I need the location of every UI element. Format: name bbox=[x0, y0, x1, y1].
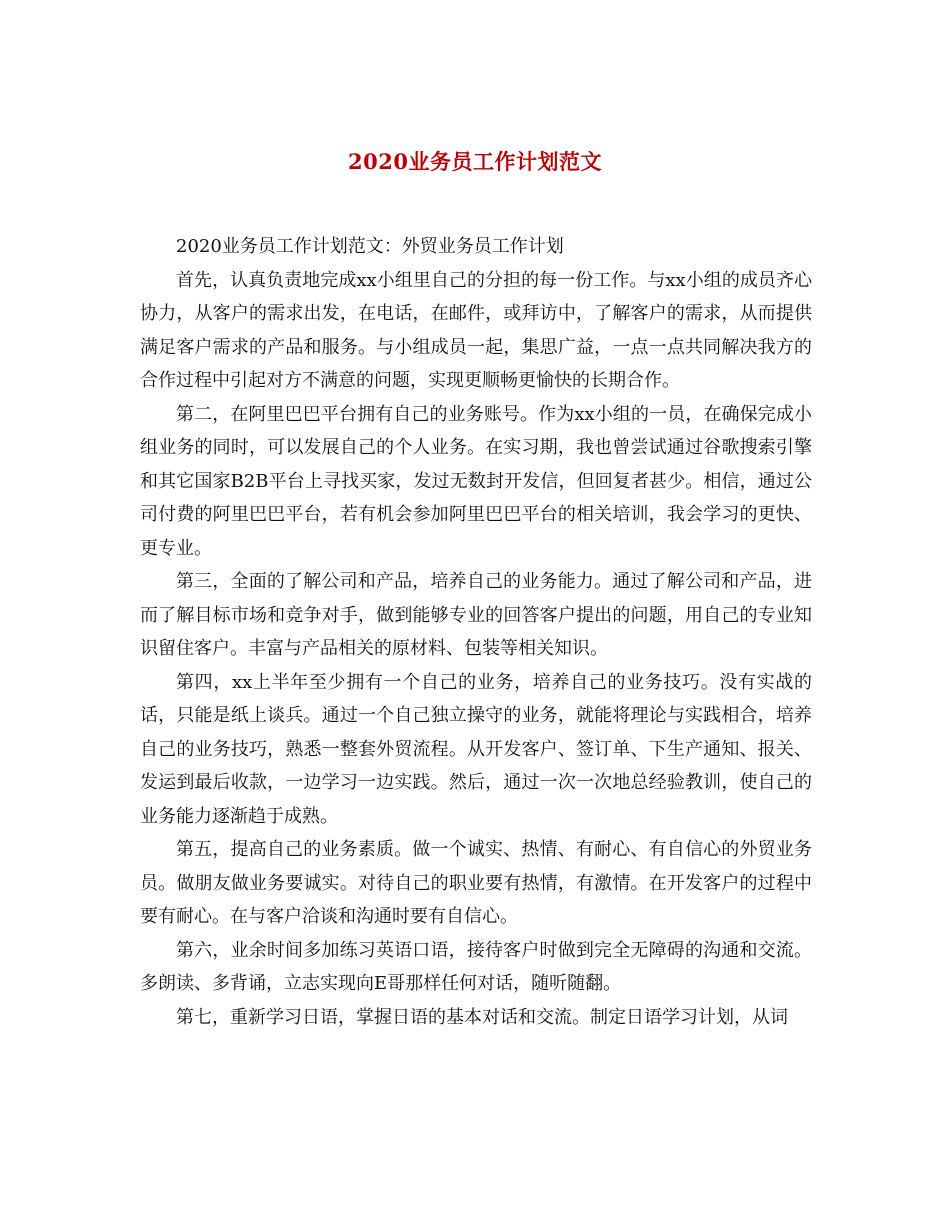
paragraph-first: 首先，认真负责地完成xx小组里自己的分担的每一份工作。与xx小组的成员齐心协力，从客户的需求出发，在电话，在邮件，或拜访中，了解客户的需求，从而提供满足客户需求的产品和服务。与小组成员一起，集思广益，一点一点共同解决我方的合作过程中引起对方不满意的问题，实现更顺畅更愉快的长期合作。 bbox=[140, 269, 812, 391]
paragraph-sixth: 第六，业余时间多加练习英语口语，接待客户时做到完全无障碍的沟通和交流。多朗读、多背诵，立志实现向E哥那样任何对话，随听随翻。 bbox=[140, 939, 812, 994]
paragraph-fourth: 第四，xx上半年至少拥有一个自己的业务，培养自己的业务技巧。没有实战的话，只能是纸上谈兵。通过一个自己独立操守的业务，就能将理论与实践相合，培养自己的业务技巧，熟悉一整套外贸流程。从开发客户、签订单、下生产通知、报关、发运到最后收款，一边学习一边实践。然后，通过一次一次地总经验教训，使自己的业务能力逐渐趋于成熟。 bbox=[140, 671, 812, 827]
paragraph-second: 第二，在阿里巴巴平台拥有自己的业务账号。作为xx小组的一员，在确保完成小组业务的同时，可以发展自己的个人业务。在实习期，我也曾尝试通过谷歌搜索引擎和其它国家B2B平台上寻找买家，发过无数封开发信，但回复者甚少。相信，通过公司付费的阿里巴巴平台，若有机会参加阿里巴巴平台的相关培训，我会学习的更快、更专业。 bbox=[140, 403, 812, 559]
document-body bbox=[140, 230, 812, 1034]
document-title: 2020业务员工作计划范文 bbox=[348, 149, 602, 174]
paragraph-seventh: 第七，重新学习日语，掌握日语的基本对话和交流。制定日语学习计划，从词 bbox=[176, 1006, 788, 1028]
paragraph-subtitle: 2020业务员工作计划范文：外贸业务员工作计划 bbox=[176, 236, 564, 257]
paragraph-third: 第三，全面的了解公司和产品，培养自己的业务能力。通过了解公司和产品，进而了解目标市场和竞争对手，做到能够专业的回答客户提出的问题，用自己的专业知识留住客户。丰富与产品相关的原材料、包装等相关知识。 bbox=[140, 571, 812, 659]
paragraph-fifth: 第五，提高自己的业务素质。做一个诚实、热情、有耐心、有自信心的外贸业务员。做朋友做业务要诚实。对待自己的职业要有热情，有激情。在开发客户的过程中要有耐心。在与客户洽谈和沟通时要有自信心。 bbox=[140, 839, 812, 927]
